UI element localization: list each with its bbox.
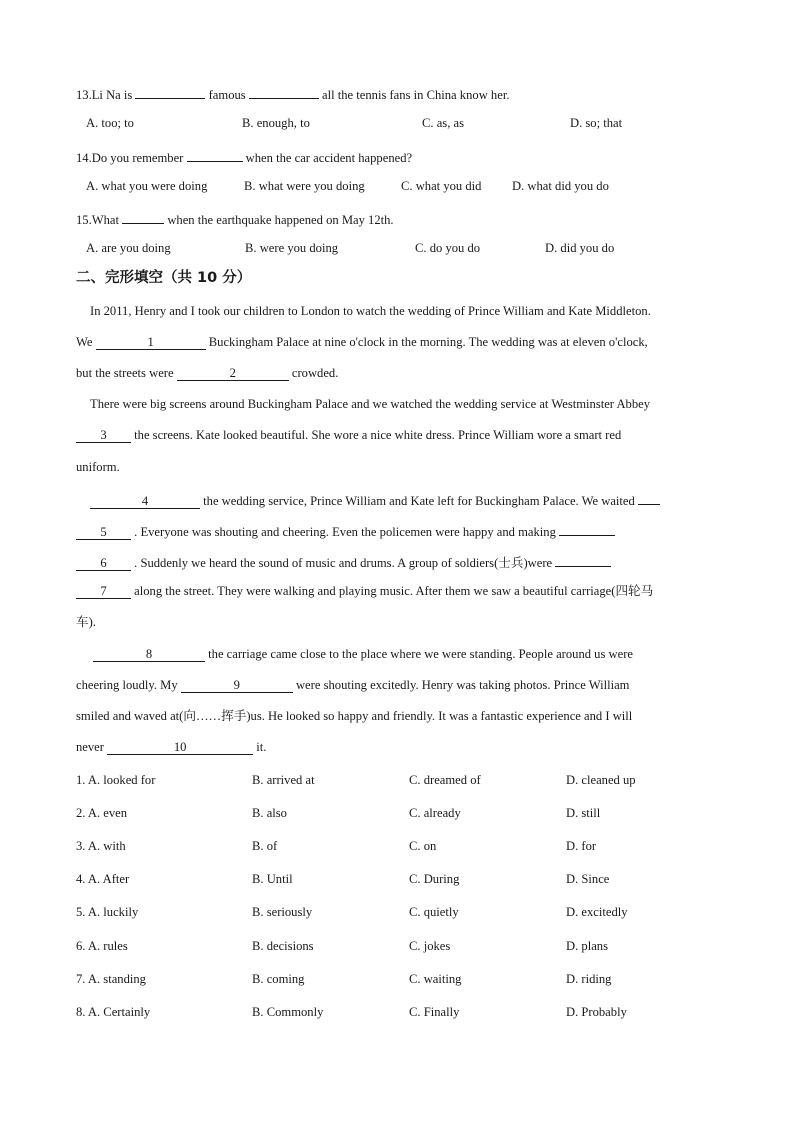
- q13-text-post: all the tennis fans in China know her.: [318, 88, 510, 102]
- option-c: C. During: [409, 872, 460, 886]
- option-d: D. for: [566, 839, 597, 853]
- q15-blank: [122, 209, 164, 224]
- passage-text: the wedding service, Prince William and Kate left for Buckingham Palace. We waited: [200, 494, 638, 508]
- passage-p4-line-4: [76, 739, 266, 755]
- option-b: B. decisions: [252, 939, 314, 953]
- option-number: 5. A. luckily: [76, 905, 139, 919]
- q15-option-a: A. are you doing: [86, 241, 171, 255]
- cloze-blank-8: 8: [93, 647, 205, 662]
- option-c: C. waiting: [409, 972, 462, 986]
- option-number: 3. A. with: [76, 839, 126, 853]
- cloze-blank-6-start: [559, 521, 615, 536]
- q13-text-mid: famous: [205, 88, 249, 102]
- option-c: C. jokes: [409, 939, 451, 953]
- option-number: 2. A. even: [76, 806, 128, 820]
- passage-p1-line-1: In 2011, Henry and I took our children to London to watch the wedding of Prince William and Kate Middleton.: [90, 304, 651, 318]
- passage-text: . Suddenly we heard the sound of music and drums. A group of soldiers(士兵)were: [131, 556, 556, 570]
- passage-p1-line-3: [76, 365, 338, 381]
- option-d: D. plans: [566, 939, 608, 953]
- option-b: B. Until: [252, 872, 293, 886]
- q13-option-d: D. so; that: [570, 116, 623, 130]
- passage-p1-line-2: [76, 334, 648, 350]
- cloze-blank-6: 6: [76, 556, 131, 571]
- q13-blank-1: [135, 84, 205, 99]
- section-2-heading: 二、完形填空（共 10 分）: [76, 270, 252, 286]
- q13-option-a: A. too; to: [86, 116, 134, 130]
- cloze-blank-7: 7: [76, 584, 131, 599]
- passage-text: the screens. Kate looked beautiful. She wore a nice white dress. Prince William wore a smart red: [131, 428, 622, 442]
- passage-p4-line-1: [93, 646, 633, 662]
- option-number: 6. A. rules: [76, 939, 128, 953]
- passage-text: but the streets were: [76, 366, 177, 380]
- passage-text: were shouting excitedly. Henry was taking photos. Prince William: [292, 678, 630, 692]
- option-b: B. seriously: [252, 905, 313, 919]
- passage-p2-line-2: [76, 427, 621, 443]
- cloze-blank-7-start: [555, 552, 611, 567]
- passage-p3-line-3: [76, 552, 611, 571]
- question-13: [76, 84, 509, 103]
- option-b: B. arrived at: [252, 773, 315, 787]
- cloze-blank-10: 10: [107, 740, 253, 755]
- passage-text: it.: [253, 740, 267, 754]
- passage-p3-line-2: [76, 521, 615, 540]
- option-c: C. on: [409, 839, 437, 853]
- passage-p3-line-4: [76, 583, 653, 599]
- q15-option-b: B. were you doing: [245, 241, 339, 255]
- q14-text-post: when the car accident happened?: [242, 151, 413, 165]
- option-b: B. of: [252, 839, 278, 853]
- option-number: 8. A. Certainly: [76, 1005, 151, 1019]
- cloze-blank-3: 3: [76, 428, 131, 443]
- passage-p3-line-1: [90, 490, 660, 509]
- question-14: [76, 147, 412, 166]
- cloze-blank-2: 2: [177, 366, 289, 381]
- option-c: C. Finally: [409, 1005, 460, 1019]
- q15-option-c: C. do you do: [415, 241, 481, 255]
- option-c: C. dreamed of: [409, 773, 481, 787]
- q14-text-pre: 14.Do you remember: [76, 151, 187, 165]
- q14-option-c: C. what you did: [401, 179, 482, 193]
- cloze-blank-5: 5: [76, 525, 131, 540]
- option-d: D. Since: [566, 872, 610, 886]
- q14-blank: [187, 147, 243, 162]
- question-15: [76, 209, 394, 228]
- passage-text: We: [76, 335, 96, 349]
- q13-blank-2: [249, 84, 319, 99]
- cloze-blank-4: 4: [90, 494, 200, 509]
- passage-text: never: [76, 740, 108, 754]
- passage-p4-line-2: [76, 677, 629, 693]
- q15-text-pre: 15.What: [76, 213, 123, 227]
- option-d: D. still: [566, 806, 601, 820]
- q14-option-d: D. what did you do: [512, 179, 609, 193]
- passage-text: . Everyone was shouting and cheering. Even the policemen were happy and making: [131, 525, 560, 539]
- q14-option-a: A. what you were doing: [86, 179, 208, 193]
- passage-p2-line-3: uniform.: [76, 460, 120, 474]
- passage-text: along the street. They were walking and playing music. After them we saw a beautiful carriage(四轮马: [131, 584, 654, 598]
- passage-text: cheering loudly. My: [76, 678, 181, 692]
- passage-p4-line-3: smiled and waved at(向……挥手)us. He looked so happy and friendly. It was a fantastic experience and I will: [76, 709, 633, 723]
- option-c: C. already: [409, 806, 461, 820]
- q13-option-b: B. enough, to: [242, 116, 310, 130]
- cloze-blank-1: 1: [96, 335, 206, 350]
- option-number: 7. A. standing: [76, 972, 146, 986]
- option-b: B. also: [252, 806, 287, 820]
- option-number: 1. A. looked for: [76, 773, 156, 787]
- q15-option-d: D. did you do: [545, 241, 615, 255]
- q15-text-post: when the earthquake happened on May 12th.: [164, 213, 394, 227]
- passage-text: Buckingham Palace at nine o'clock in the morning. The wedding was at eleven o'clock,: [205, 335, 648, 349]
- q14-option-b: B. what were you doing: [244, 179, 365, 193]
- cloze-blank-5-start: [638, 490, 660, 505]
- option-number: 4. A. After: [76, 872, 130, 886]
- q13-option-c: C. as, as: [422, 116, 464, 130]
- passage-text: the carriage came close to the place where we were standing. People around us were: [205, 647, 633, 661]
- option-d: D. cleaned up: [566, 773, 636, 787]
- passage-p2-line-1: There were big screens around Buckingham Palace and we watched the wedding service at Westminster Abbey: [90, 397, 651, 411]
- option-d: D. excitedly: [566, 905, 628, 919]
- option-d: D. Probably: [566, 1005, 627, 1019]
- q13-text-pre: 13.Li Na is: [76, 88, 136, 102]
- option-c: C. quietly: [409, 905, 459, 919]
- cloze-blank-9: 9: [181, 678, 293, 693]
- passage-text: crowded.: [288, 366, 339, 380]
- option-b: B. coming: [252, 972, 305, 986]
- option-b: B. Commonly: [252, 1005, 324, 1019]
- option-d: D. riding: [566, 972, 612, 986]
- passage-p3-line-5: 车).: [76, 615, 96, 629]
